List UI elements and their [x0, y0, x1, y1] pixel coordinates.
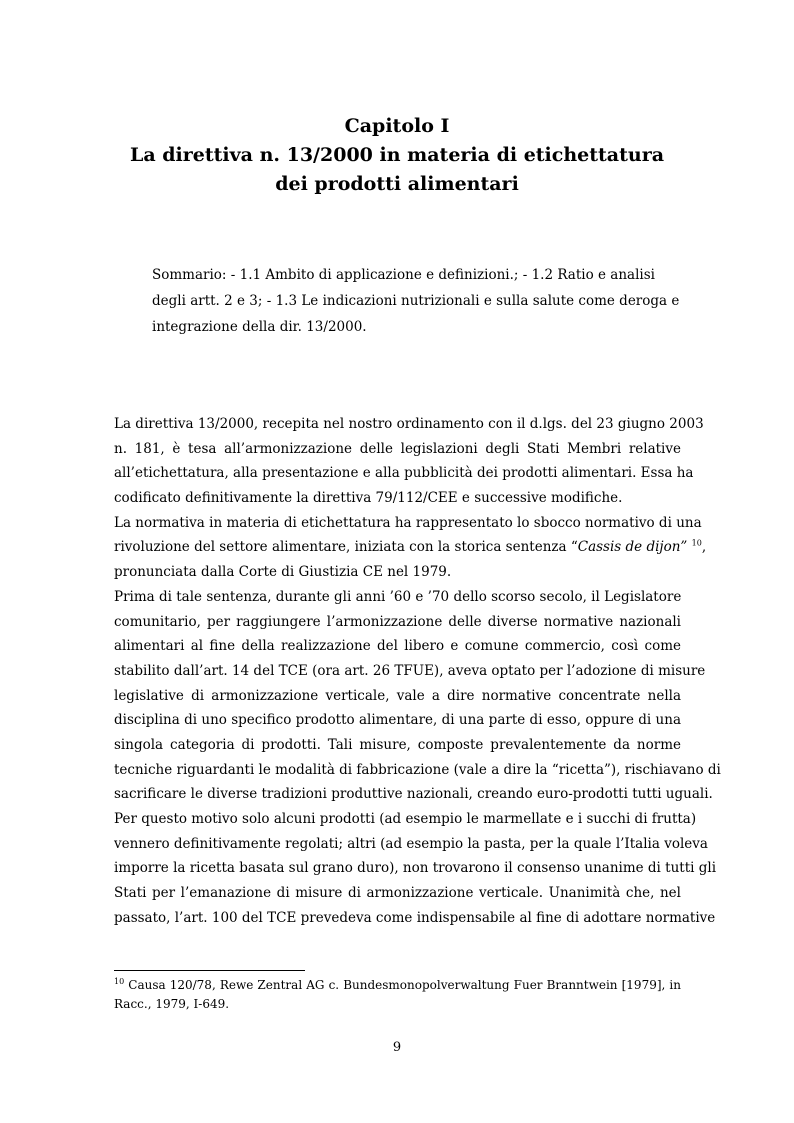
case-name: Cassis de dijon” — [577, 539, 688, 556]
text-line: legislative di armonizzazione verticale, vale a dire normative concentrate nella — [114, 687, 681, 704]
text-line: singola categoria di prodotti. Tali misure, composte prevalentemente da norme — [114, 736, 681, 753]
text-line: n. 181, è tesa all’armonizzazione delle legislazioni degli Stati Membri relative — [114, 440, 681, 457]
text-line: imporre la ricetta basata sul grano duro), non trovarono il consenso unanime di tutti gli — [114, 860, 717, 877]
text-line: vennero definitivamente regolati; altri (ad esempio la pasta, per la quale l’Italia voleva — [114, 835, 708, 852]
text-line: Stati per l’emanazione di misure di armonizzazione verticale. Unanimità che, nel — [114, 885, 681, 902]
text-line: La direttiva 13/2000, recepita nel nostro ordinamento con il d.lgs. del 23 giugno 2003 — [114, 416, 704, 432]
footnote — [114, 976, 681, 1014]
text-line: Per questo motivo solo alcuni prodotti (ad esempio le marmellate e i succhi di frutta) — [114, 811, 697, 827]
summary-line: Sommario: - 1.1 Ambito di applicazione e definizioni.; - 1.2 Ratio e analisi — [152, 267, 655, 283]
text-line: alimentari al fine della realizzazione del libero e comune commercio, così come — [114, 638, 681, 655]
footnote-reference: 10 — [691, 538, 702, 548]
text-line: tecniche riguardanti le modalità di fabbricazione (vale a dire la “ricetta”), rischiavano di — [114, 761, 721, 778]
text-line: Prima di tale sentenza, durante gli anni ’60 e ’70 dello scorso secolo, il Legislatore — [114, 588, 682, 605]
body-text — [114, 412, 721, 930]
chapter-heading — [0, 112, 794, 199]
text-line: La normativa in materia di etichettatura ha rappresentato lo sbocco normativo di una — [114, 514, 702, 531]
summary-line: degli artt. 2 e 3; - 1.3 Le indicazioni nutrizionali e sulla salute come deroga e — [152, 293, 680, 309]
text-line: codificato definitivamente la direttiva 79/112/CEE e successive modifiche. — [114, 490, 623, 507]
footnote-line: Racc., 1979, I-649. — [114, 997, 230, 1011]
footnote-line: $^{10}$ Causa 120/78, Rewe Zentral AG c. Bundesmonopolverwaltung Fuer Branntwein [1979], in — [114, 977, 681, 992]
footnote-number: 10 — [114, 977, 125, 986]
chapter-title-line-1: La direttiva n. 13/2000 in materia di etichettatura — [129, 144, 665, 166]
summary-line: integrazione della dir. 13/2000. — [152, 319, 367, 335]
chapter-title-line-2: dei prodotti alimentari — [275, 173, 519, 195]
text-segment: rivoluzione del settore alimentare, iniziata con la storica sentenza “ — [114, 539, 578, 556]
text-line: pronunciata dalla Corte di Giustizia CE nel 1979. — [114, 564, 452, 581]
text-line: sacrificare le diverse tradizioni produttive nazionali, creando euro-prodotti tutti uguali. — [114, 786, 713, 803]
text-line: stabilito dall’art. 14 del TCE (ora art. 26 TFUE), aveva optato per l’adozione di misure — [114, 662, 706, 679]
text-line: all’etichettatura, alla presentazione e alla pubblicità dei prodotti alimentari. Essa ha — [114, 465, 694, 482]
footnote-separator — [114, 970, 305, 971]
page-number: 9 — [392, 1040, 402, 1055]
text-line-with-footnote-ref: rivoluzione del settore alimentare, iniziata con la storica sentenza “Cassis de dijon” $^{10}$, — [114, 538, 707, 556]
chapter-number: Capitolo I — [344, 115, 450, 137]
text-line: comunitario, per raggiungere l’armonizzazione delle diverse normative nazionali — [114, 613, 681, 630]
text-line: disciplina di uno specifico prodotto alimentare, di una parte di esso, oppure di una — [114, 712, 681, 729]
text-line: passato, l’art. 100 del TCE prevedeva come indispensabile al fine di adottare normative — [114, 909, 716, 926]
chapter-summary — [152, 262, 680, 340]
